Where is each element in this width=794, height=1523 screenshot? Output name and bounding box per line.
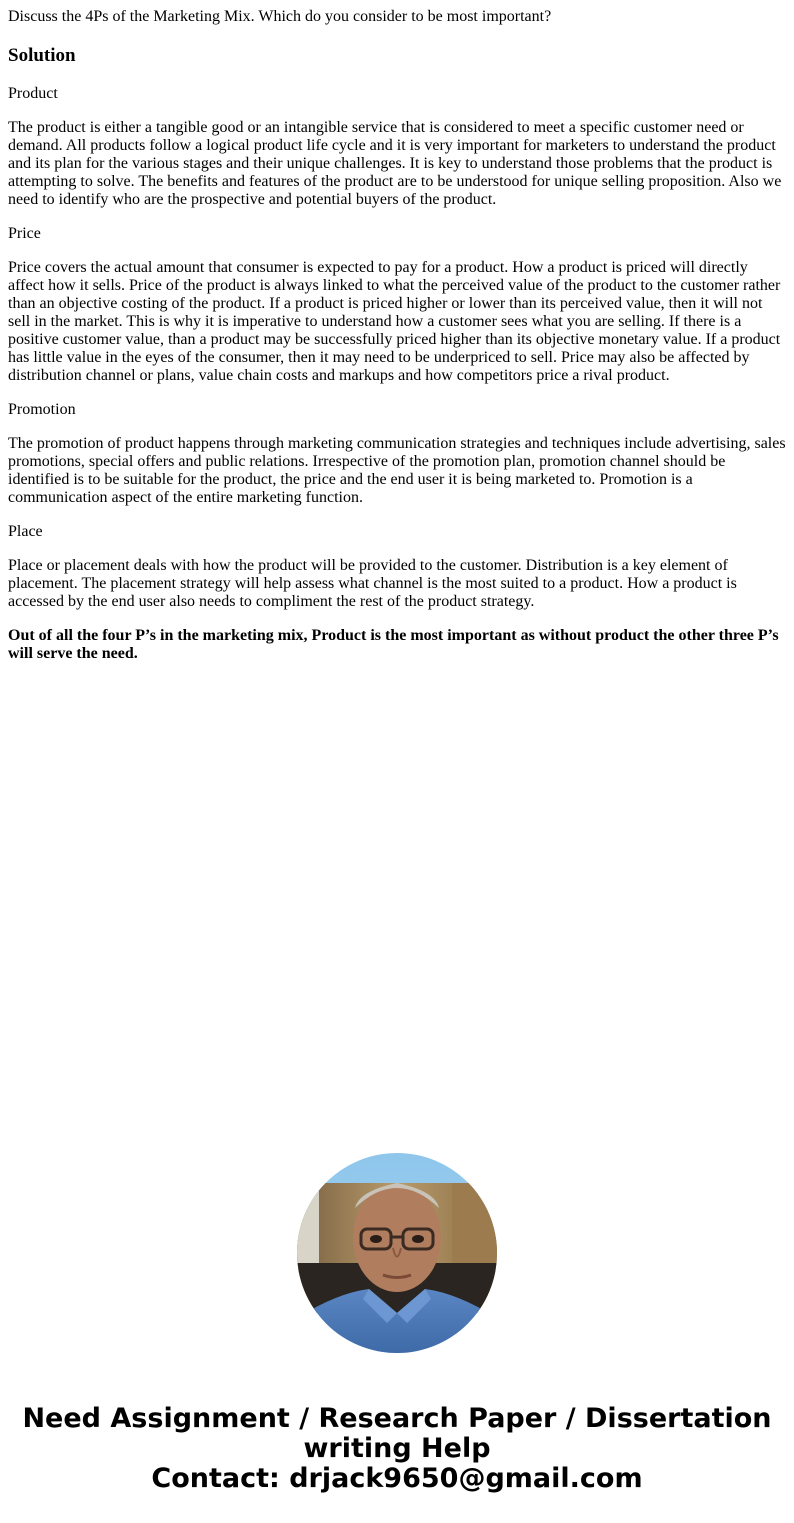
section-body-place: Place or placement deals with how the product will be provided to the customer. Distribution is a key element of placement. The placement strategy will help assess what channel is the most suited to a product. How a product is accessed by the end user also needs to compliment the rest of the product strategy. [8,557,737,610]
solution-heading: Solution [8,45,76,66]
section-heading-product: Product [8,85,58,102]
promo-line-1: Need Assignment / Research Paper / Dissertation [22,1403,772,1434]
document-content [0,0,794,663]
author-avatar [297,1153,497,1353]
section-heading-price: Price [8,225,41,242]
conclusion-text: Out of all the four P’s in the marketing mix, Product is the most important as without product the other three P’s will serve the need. [8,627,779,662]
section-body-product: The product is either a tangible good or an intangible service that is considered to meet a specific customer need or demand. All products follow a logical product life cycle and it is very important for marketers to understand the product and its plan for the various stages and their unique challenges. It is key to understand those problems that the product is attempting to solve. The benefits and features of the product are to be understood for unique selling proposition. Also we need to identify who are the prospective and potential buyers of the product. [8,119,782,208]
author-photo [297,1153,497,1353]
question-text: Discuss the 4Ps of the Marketing Mix. Which do you consider to be most important? [8,8,552,25]
section-body-price: Price covers the actual amount that consumer is expected to pay for a product. How a product is priced will directly affect how it sells. Price of the product is always linked to what the perceived value of the product to the customer rather than an objective costing of the product. If a product is priced higher or lower than its perceived value, then it will not sell in the market. This is why it is imperative to understand how a customer sees what you are selling. If there is a positive customer value, than a product may be successfully priced higher than its objective monetary value. If a product has little value in the eyes of the consumer, then it may need to be underpriced to sell. Price may also be affected by distribution channel or plans, value chain costs and markups and how competitors price a rival product. [8,259,781,384]
promo-contact: Contact: drjack9650@gmail.com [151,1463,643,1494]
section-body-promotion: The promotion of product happens through marketing communication strategies and techniques include advertising, sales promotions, special offers and public relations. Irrespective of the promotion plan, promotion channel should be identified is to be suitable for the product, the price and the end user it is being marketed to. Promotion is a communication aspect of the entire marketing function. [8,435,786,506]
section-heading-promotion: Promotion [8,401,76,418]
section-heading-place: Place [8,523,43,540]
promo-line-2: writing Help [303,1433,491,1464]
promo-banner [0,1404,794,1494]
